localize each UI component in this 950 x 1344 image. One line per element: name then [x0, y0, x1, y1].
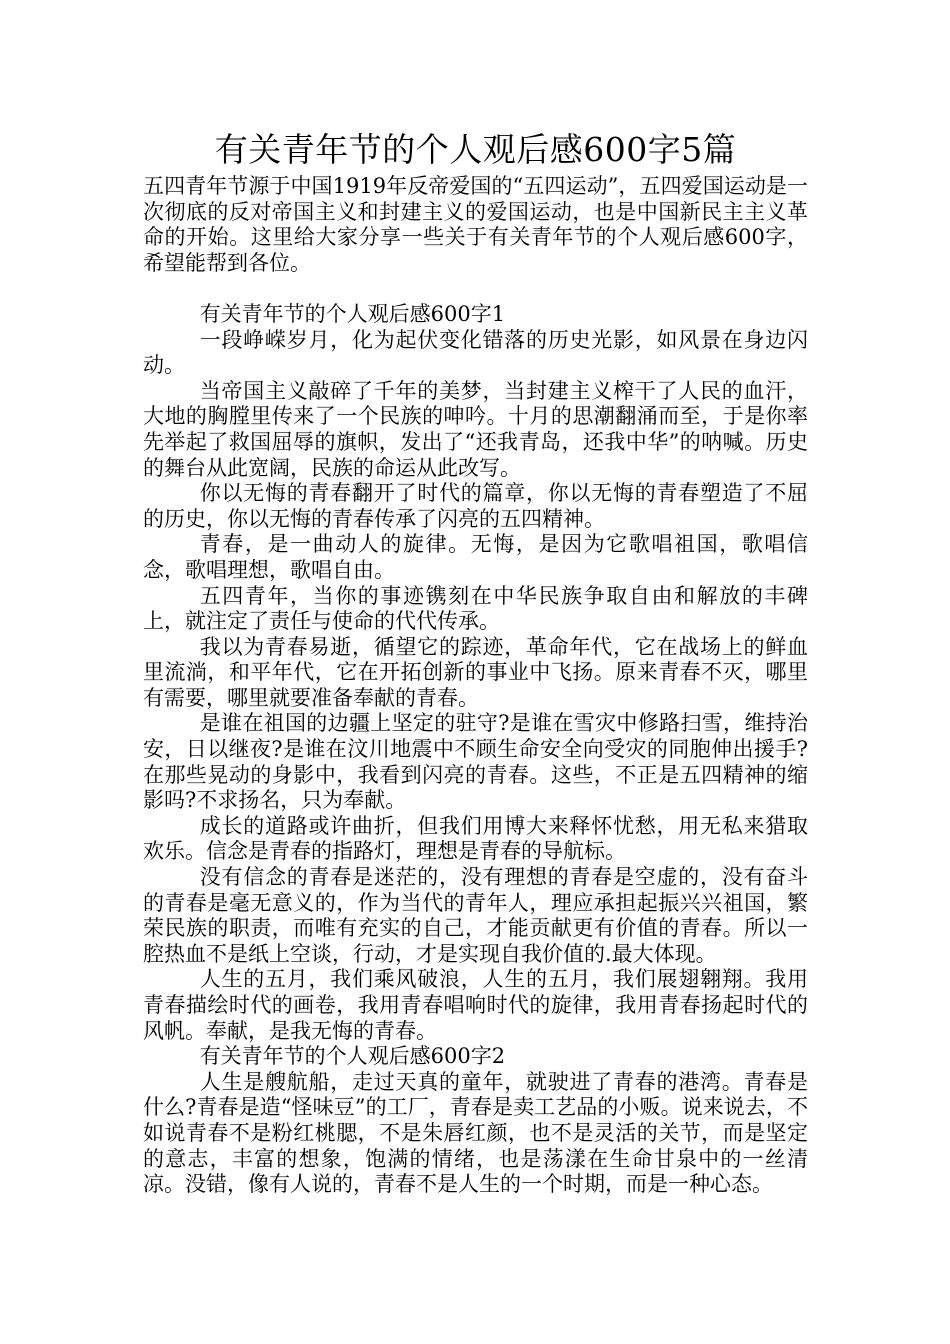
section-1-paragraph: 是谁在祖国的边疆上坚定的驻守?是谁在雪灾中修路扫雪，维持治安，日以继夜?是谁在汶川地震中不顾生命安全向受灾的同胞伸出援手?在那些晃动的身影中，我看到闪亮的青春。这些，不正是五四精神的缩影吗?不求扬名，只为奉献。	[143, 711, 808, 813]
section-2-paragraph: 人生是艘航船，走过天真的童年，就驶进了青春的港湾。青春是什么?青春是造“怪味豆”的工厂，青春是卖工艺品的小贩。说来说去，不如说青春不是粉红桃腮，不是朱唇红颜，也不是灵活的关节，而是坚定的意志，丰富的想象，饱满的情绪，也是荡漾在生命甘泉中的一丝清凉。没错，像有人说的，青春不是人生的一个时期，而是一种心态。	[143, 1069, 808, 1197]
section-1-paragraph: 你以无悔的青春翻开了时代的篇章，你以无悔的青春塑造了不屈的历史，你以无悔的青春传承了闪亮的五四精神。	[143, 481, 808, 531]
section-1-paragraph: 没有信念的青春是迷茫的，没有理想的青春是空虚的，没有奋斗的青春是毫无意义的，作为当代的青年人，理应承担起振兴兴祖国，繁荣民族的职责，而唯有充实的自己，才能贡献更有价值的青春。所以一腔热血不是纸上空谈，行动，才是实现自我价值的.最大体现。	[143, 865, 808, 966]
section-1-paragraph: 当帝国主义敲碎了千年的美梦，当封建主义榨干了人民的血汗，大地的胸膛里传来了一个民族的呻吟。十月的思潮翻涌而至，于是你率先举起了救国屈辱的旗帜，发出了“还我青岛，还我中华”的呐喊。历史的舞台从此宽阔，民族的命运从此改写。	[143, 378, 808, 480]
document-title: 有关青年节的个人观后感600字5篇	[214, 130, 737, 169]
section-1-paragraph: 青春，是一曲动人的旋律。无悔，是因为它歌唱祖国，歌唱信念，歌唱理想，歌唱自由。	[143, 532, 808, 582]
document-page	[143, 128, 808, 1198]
section-1-paragraph: 成长的道路或许曲折，但我们用博大来释怀忧愁，用无私来猎取欢乐。信念是青春的指路灯，理想是青春的导航标。	[143, 813, 808, 864]
intro-paragraph: 五四青年节源于中国1919年反帝爱国的“五四运动”，五四爱国运动是一次彻底的反对帝国主义和封建主义的爱国运动，也是中国新民主主义革命的开始。这里给大家分享一些关于有关青年节的个人观后感600字，希望能帮到各位。	[143, 174, 808, 275]
section-1-paragraph: 我以为青春易逝，循望它的踪迹，革命年代，它在战场上的鲜血里流淌，和平年代，它在开拓创新的事业中飞扬。原来青春不灭，哪里有需要，哪里就要准备奉献的青春。	[143, 634, 808, 710]
section-1-heading: 有关青年节的个人观后感600字1	[199, 301, 506, 326]
section-1-paragraph: 一段峥嵘岁月，化为起伏变化错落的历史光影，如风景在身边闪动。	[143, 327, 808, 378]
spacer	[143, 276, 808, 302]
section-1-paragraph: 五四青年，当你的事迹镌刻在中华民族争取自由和解放的丰碑上，就注定了责任与使命的代代传承。	[143, 583, 808, 634]
section-1-paragraph: 人生的五月，我们乘风破浪，人生的五月，我们展翅翱翔。我用青春描绘时代的画卷，我用青春唱响时代的旋律，我用青春扬起时代的风帆。奉献，是我无悔的青春。	[143, 967, 808, 1043]
section-2-heading: 有关青年节的个人观后感600字2	[199, 1044, 506, 1069]
